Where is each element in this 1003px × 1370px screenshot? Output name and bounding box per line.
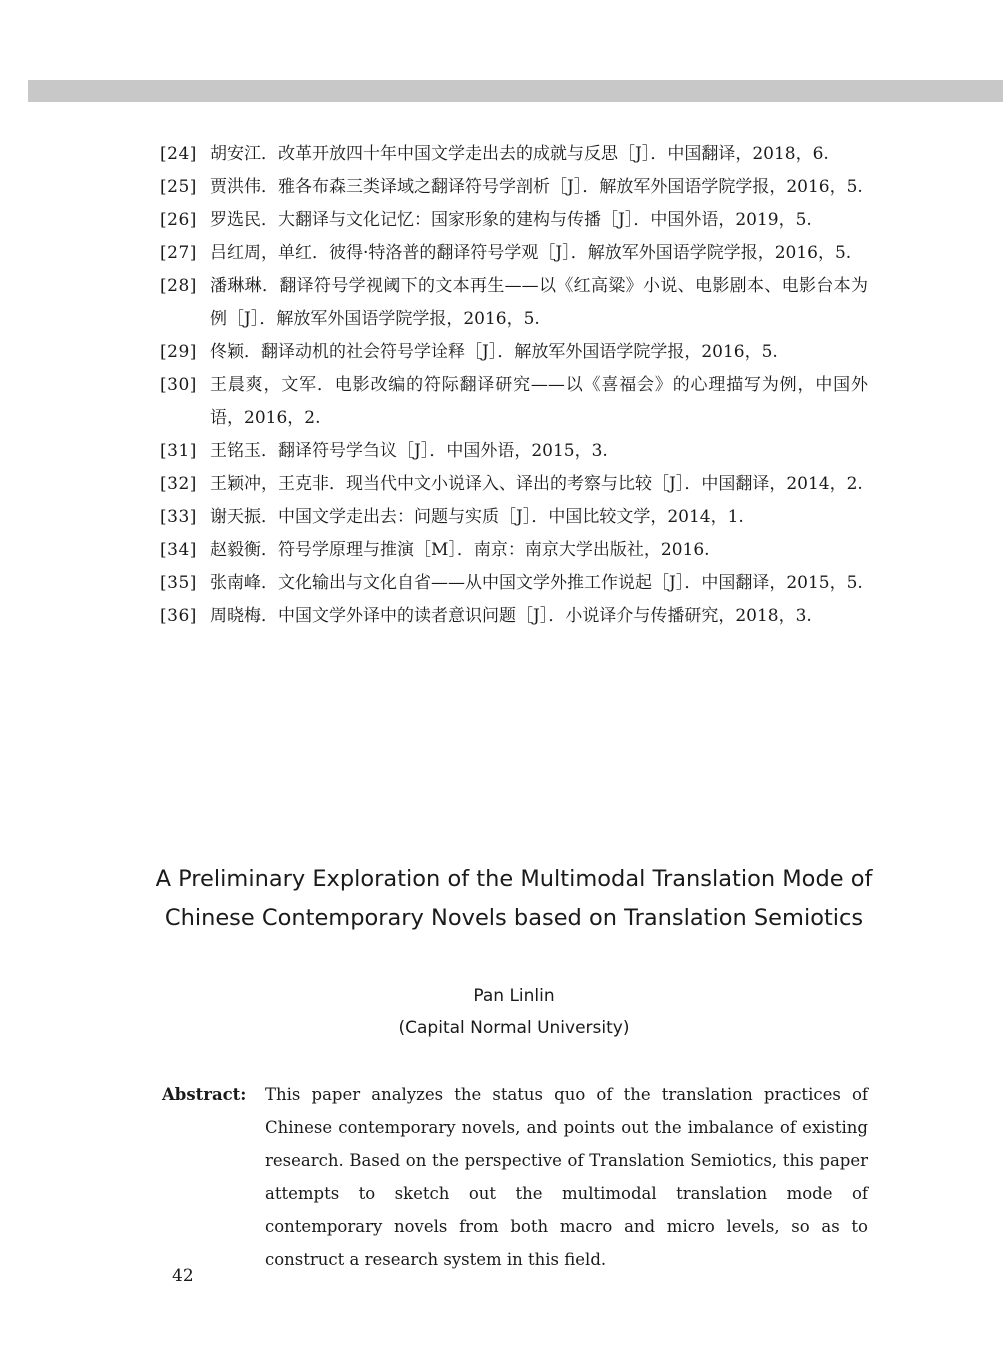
reference-item bbox=[160, 501, 868, 534]
reference-text: 胡安江．改革开放四十年中国文学走出去的成就与反思［J］．中国翻译，2018，6. bbox=[210, 144, 829, 164]
reference-item bbox=[160, 567, 868, 600]
reference-item bbox=[160, 369, 868, 435]
reference-number: [24] bbox=[160, 144, 197, 164]
reference-number: [30] bbox=[160, 375, 197, 395]
reference-item bbox=[160, 600, 868, 633]
abstract-label: Abstract: bbox=[162, 1085, 247, 1104]
reference-number: [32] bbox=[160, 474, 197, 494]
reference-text: 王颖冲，王克非．现当代中文小说译入、译出的考察与比较［J］．中国翻译，2014，2. bbox=[210, 474, 863, 494]
reference-number: [25] bbox=[160, 177, 197, 197]
reference-text: 贾洪伟．雅各布森三类译域之翻译符号学剖析［J］．解放军外国语学院学报，2016，5. bbox=[210, 177, 863, 197]
reference-text: 佟颖．翻译动机的社会符号学诠释［J］．解放军外国语学院学报，2016，5. bbox=[210, 342, 778, 362]
abstract-block bbox=[162, 1078, 868, 1276]
reference-text: 周晓梅．中国文学外译中的读者意识问题［J］．小说译介与传播研究，2018，3. bbox=[210, 606, 812, 626]
english-title-line-2: Chinese Contemporary Novels based on Translation Semiotics bbox=[164, 905, 864, 931]
reference-list bbox=[160, 138, 868, 633]
reference-text: 谢天振．中国文学走出去：问题与实质［J］．中国比较文学，2014，1. bbox=[210, 507, 744, 527]
reference-item bbox=[160, 534, 868, 567]
reference-text: 王铭玉．翻译符号学刍议［J］．中国外语，2015，3. bbox=[210, 441, 608, 461]
reference-number: [27] bbox=[160, 243, 197, 263]
reference-text: 赵毅衡．符号学原理与推演［M］．南京：南京大学出版社，2016. bbox=[210, 540, 710, 560]
reference-number: [35] bbox=[160, 573, 197, 593]
reference-number: [36] bbox=[160, 606, 197, 626]
reference-item bbox=[160, 336, 868, 369]
reference-item bbox=[160, 270, 868, 336]
reference-number: [26] bbox=[160, 210, 197, 230]
reference-text: 潘琳琳．翻译符号学视阈下的文本再生——以《红高粱》小说、电影剧本、电影台本为例［J］．解放军外国语学院学报，2016，5. bbox=[210, 276, 868, 329]
reference-number: [33] bbox=[160, 507, 197, 527]
reference-number: [28] bbox=[160, 276, 197, 296]
page-number: 42 bbox=[172, 1266, 194, 1286]
reference-item bbox=[160, 138, 868, 171]
author-affiliation: (Capital Normal University) bbox=[398, 1018, 630, 1038]
reference-text: 吕红周，单红．彼得·特洛普的翻译符号学观［J］．解放军外国语学院学报，2016，5. bbox=[210, 243, 852, 263]
reference-item bbox=[160, 237, 868, 270]
reference-item bbox=[160, 204, 868, 237]
reference-number: [29] bbox=[160, 342, 197, 362]
author-name: Pan Linlin bbox=[473, 986, 555, 1006]
author-block bbox=[140, 980, 888, 1044]
reference-text: 罗选民．大翻译与文化记忆：国家形象的建构与传播［J］．中国外语，2019，5. bbox=[210, 210, 812, 230]
reference-number: [34] bbox=[160, 540, 197, 560]
reference-number: [31] bbox=[160, 441, 197, 461]
reference-item bbox=[160, 435, 868, 468]
abstract-text: This paper analyzes the status quo of the translation practices of Chinese contemporary novels, and points out the imbalance of existing research. Based on the perspective of Translation Semiotics, this paper attempts to sketch out the multimodal translation mode of contemporary novels from both macro and micro levels, so as to construct a research system in this field. bbox=[265, 1085, 868, 1269]
reference-item bbox=[160, 468, 868, 501]
english-title-line-1: A Preliminary Exploration of the Multimodal Translation Mode of bbox=[155, 866, 873, 892]
header-bar bbox=[28, 80, 1003, 102]
reference-item bbox=[160, 171, 868, 204]
english-title bbox=[140, 860, 888, 938]
reference-text: 王晨爽，文军．电影改编的符际翻译研究——以《喜福会》的心理描写为例，中国外语，2016，2. bbox=[210, 375, 868, 428]
reference-text: 张南峰．文化输出与文化自省——从中国文学外推工作说起［J］．中国翻译，2015，5. bbox=[210, 573, 863, 593]
